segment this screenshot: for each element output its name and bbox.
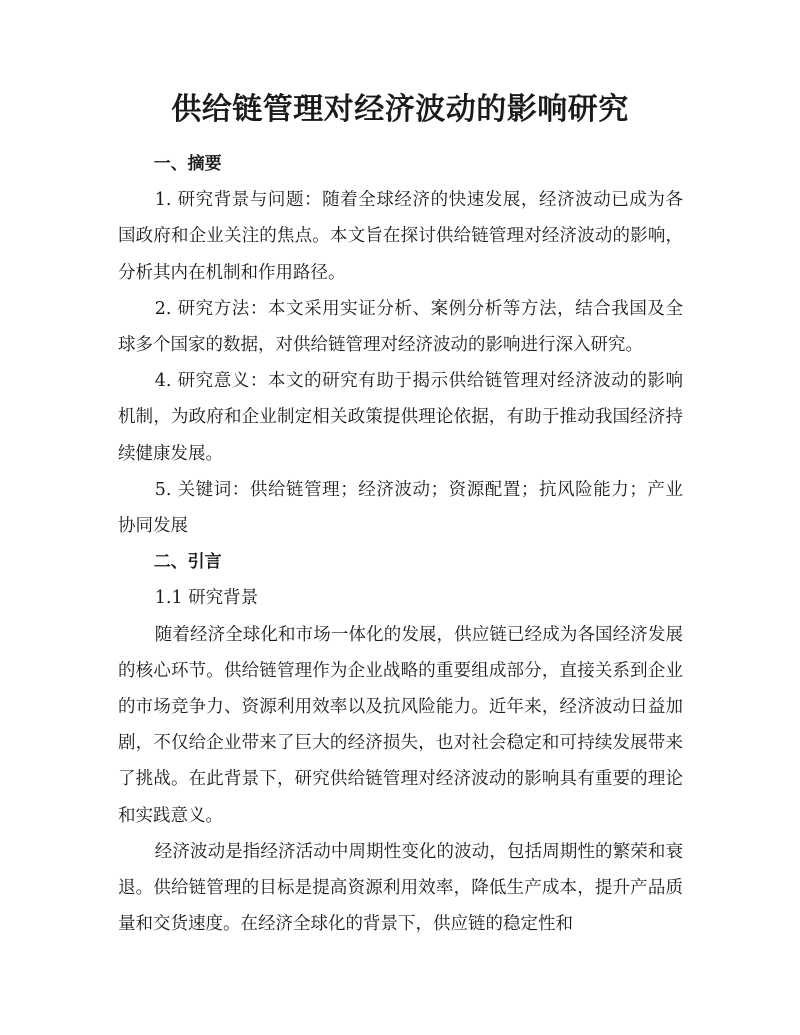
abstract-item-significance: 4. 研究意义：本文的研究有助于揭示供给链管理对经济波动的影响机制，为政府和企业制定相关政策提供理论依据，有助于推动我国经济持续健康发展。 — [118, 371, 683, 464]
subsection-heading: 1.1 研究背景 — [154, 588, 259, 609]
abstract-heading: 一、摘要 — [153, 154, 222, 174]
abstract-item-method: 2. 研究方法：本文采用实证分析、案例分析等方法，结合我国及全球多个国家的数据，对供给链管理对经济波动的影响进行深入研究。 — [118, 298, 683, 356]
paragraph: 随着经济全球化和市场一体化的发展，供应链已经成为各国经济发展的核心环节。供给链管理作为企业战略的重要组成部分，直接关系到企业的市场竞争力、资源利用效率以及抗风险能力。近年来，经济波动日益加剧，不仅给企业带来了巨大的经济损失，也对社会稳定和可持续发展带来了挑战。在此背景下，研究供给链管理对经济波动的影响具有重要的理论和实践意义。 — [118, 624, 683, 826]
paragraph: 经济波动是指经济活动中周期性变化的波动，包括周期性的繁荣和衰退。供给链管理的目标是提高资源利用效率，降低生产成本，提升产品质量和交货速度。在经济全球化的背景下，供应链的稳定性和 — [118, 841, 683, 935]
intro-heading: 二、引言 — [153, 552, 222, 573]
abstract-item-keywords: 5. 关键词：供给链管理；经济波动；资源配置；抗风险能力；产业协同发展 — [118, 479, 683, 537]
document-body — [118, 146, 683, 942]
abstract-item-background: 1. 研究背景与问题：随着全球经济的快速发展，经济波动已成为各国政府和企业关注的焦点。本文旨在探讨供给链管理对经济波动的影响，分析其内在机制和作用路径。 — [118, 190, 683, 283]
document-title: 供给链管理对经济波动的影响研究 — [171, 92, 629, 127]
